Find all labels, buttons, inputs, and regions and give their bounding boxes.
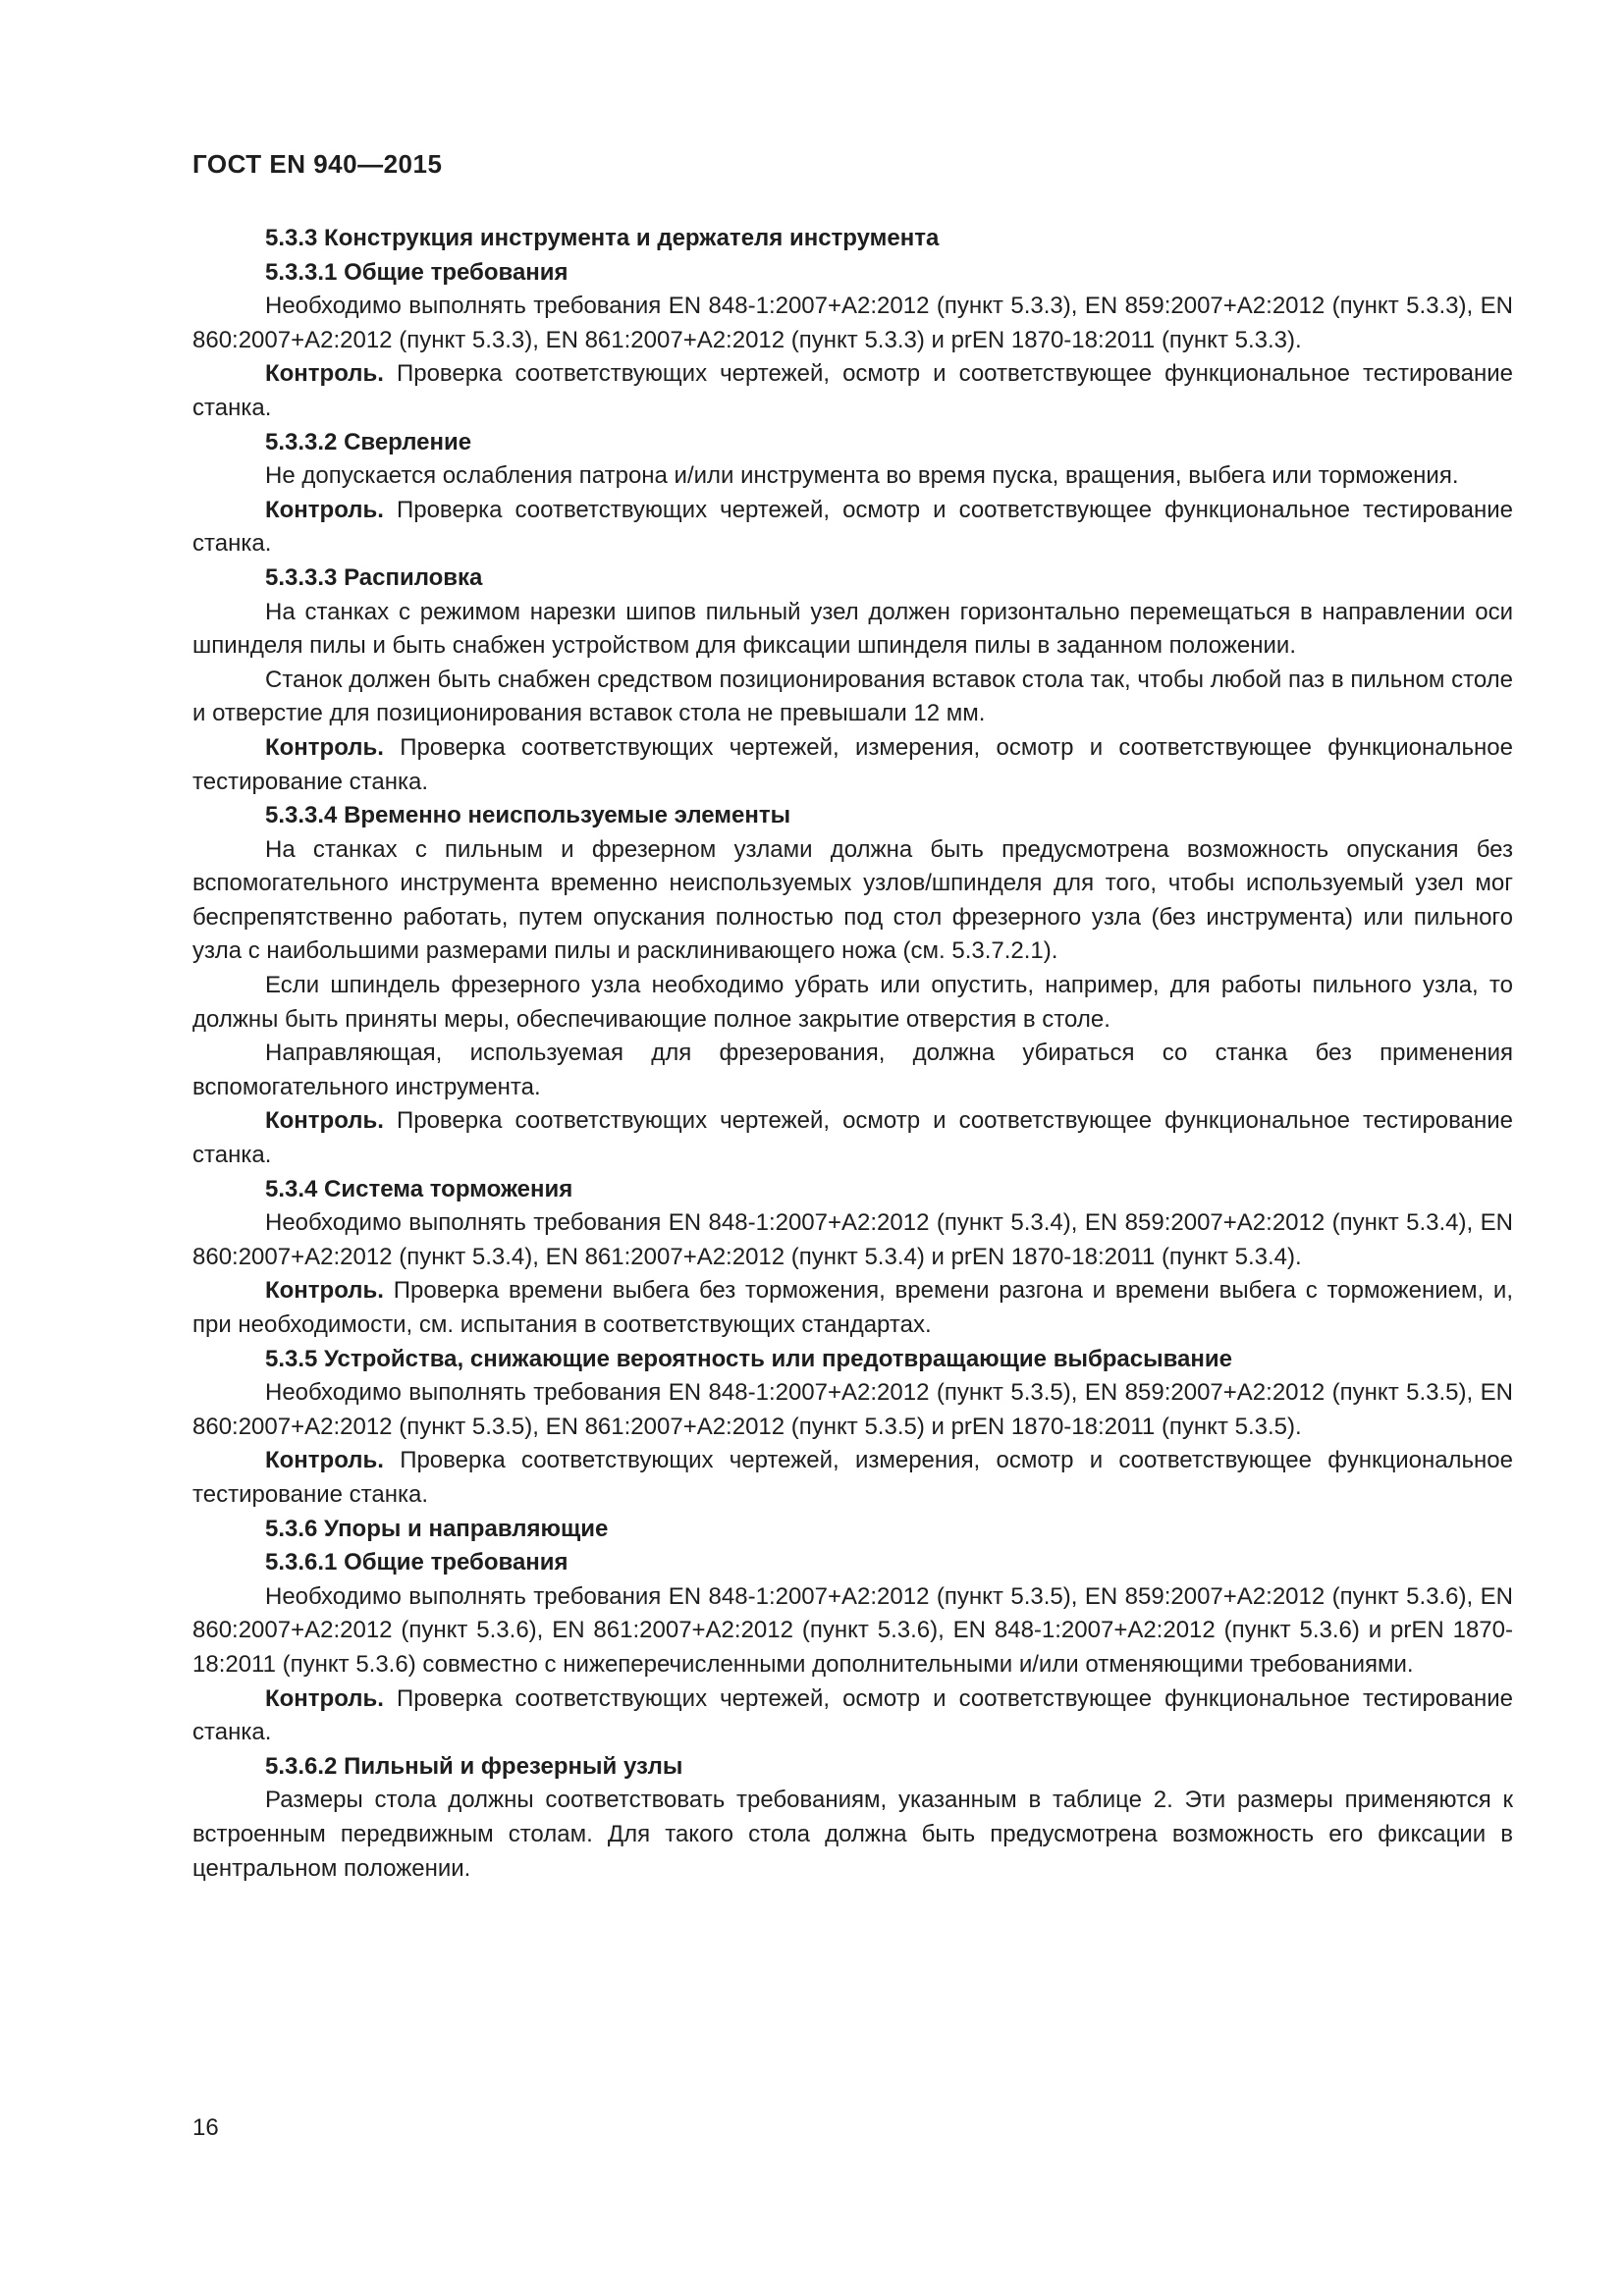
control-paragraph [192,1682,1513,1750]
control-text: Проверка соответствующих чертежей, измерения, осмотр и соответствующее функциональное тестирование станка. [192,1447,1513,1508]
paragraph: Размеры стола должны соответствовать требованиям, указанным в таблице 2. Эти размеры применяются к встроенным передвижным столам. Для такого стола должна быть предусмотрена возможность его фиксации в центральном положении. [192,1787,1513,1882]
control-label: Контроль. [265,1684,384,1712]
section-heading: 5.3.3.1 Общие требования [265,258,568,286]
control-label: Контроль. [265,496,384,523]
section-heading: 5.3.4 Система торможения [265,1175,573,1202]
paragraph: Необходимо выполнять требования EN 848-1:2007+А2:2012 (пункт 5.3.5), EN 859:2007+А2:2012 (пункт 5.3.6), EN 860:2007+А2:2012 (пункт 5.3.6), EN 861:2007+А2:2012 (пункт 5.3.6), EN 848-1:2007+А2:2012 (пункт 5.3.6) и prEN 1870-18:2011 (пункт 5.3.6) совместно с нижеперечисленными дополнительными и/или отменяющими требованиями. [192,1582,1513,1678]
control-text: Проверка времени выбега без торможения, времени разгона и времени выбега с торможением, и, при необходимости, см. испытания в соответствующих стандартах. [192,1277,1513,1338]
control-paragraph [192,1274,1513,1342]
paragraph: Необходимо выполнять требования EN 848-1:2007+А2:2012 (пункт 5.3.4), EN 859:2007+А2:2012 (пункт 5.3.4), EN 860:2007+А2:2012 (пункт 5.3.4), EN 861:2007+А2:2012 (пункт 5.3.4) и prEN 1870-18:2011 (пункт 5.3.4). [192,1209,1513,1270]
control-text: Проверка соответствующих чертежей, осмотр и соответствующее функциональное тестирование станка. [192,1684,1513,1746]
section-heading: 5.3.6 Упоры и направляющие [265,1515,609,1542]
paragraph: На станках с режимом нарезки шипов пильный узел должен горизонтально перемещаться в направлении оси шпинделя пилы и быть снабжен устройством для фиксации шпинделя пилы в заданном положении. [192,598,1513,660]
paragraph: Станок должен быть снабжен средством позиционирования вставок стола так, чтобы любой паз в пильном столе и отверстие для позиционирования вставок стола не превышали 12 мм. [192,666,1513,727]
control-label: Контроль. [265,1447,384,1474]
paragraph: Не допускается ослабления патрона и/или инструмента во время пуска, вращения, выбега или торможения. [265,462,1459,490]
control-label: Контроль. [265,1277,384,1305]
control-text: Проверка соответствующих чертежей, осмотр и соответствующее функциональное тестирование станка. [192,1107,1513,1169]
control-text: Проверка соответствующих чертежей, измерения, осмотр и соответствующее функциональное тестирование станка. [192,733,1513,795]
document-body [192,222,1513,1886]
section-heading: 5.3.6.1 Общие требования [265,1549,568,1576]
control-text: Проверка соответствующих чертежей, осмотр и соответствующее функциональное тестирование станка. [192,360,1513,421]
section-heading: 5.3.3.4 Временно неиспользуемые элементы [265,802,791,829]
control-paragraph [192,357,1513,425]
paragraph: На станках с пильным и фрезерном узлами должна быть предусмотрена возможность опускания без вспомогательного инструмента временно неиспользуемых узлов/шпинделя для того, чтобы используемый узел мог беспрепятственно работать, путем опускания полностью под стол фрезерного узла (без инструмента) или пильного узла с наибольшими размерами пилы и расклинивающего ножа (см. 5.3.7.2.1). [192,835,1513,965]
section-heading: 5.3.3.2 Сверление [265,428,472,455]
control-label: Контроль. [265,733,384,761]
paragraph: Направляющая, используемая для фрезерования, должна убираться со станка без применения вспомогательного инструмента. [192,1040,1513,1100]
document-header: ГОСТ EN 940—2015 [192,149,443,179]
control-text: Проверка соответствующих чертежей, осмотр и соответствующее функциональное тестирование станка. [192,496,1513,558]
control-paragraph [192,1104,1513,1172]
control-label: Контроль. [265,360,384,388]
section-heading: 5.3.5 Устройства, снижающие вероятность или предотвращающие выбрасывание [265,1345,1232,1372]
control-paragraph [192,494,1513,561]
paragraph: Если шпиндель фрезерного узла необходимо убрать или опустить, например, для работы пильного узла, то должны быть приняты меры, обеспечивающие полное закрытие отверстия в столе. [192,972,1513,1033]
section-heading: 5.3.6.2 Пильный и фрезерный узлы [265,1752,683,1780]
control-paragraph [192,1444,1513,1512]
control-label: Контроль. [265,1107,384,1135]
section-heading: 5.3.3 Конструкция инструмента и держателя инструмента [265,225,940,251]
paragraph: Необходимо выполнять требования EN 848-1:2007+А2:2012 (пункт 5.3.3), EN 859:2007+А2:2012 (пункт 5.3.3), EN 860:2007+А2:2012 (пункт 5.3.3), EN 861:2007+А2:2012 (пункт 5.3.3) и prEN 1870-18:2011 (пункт 5.3.3). [192,293,1513,353]
section-heading: 5.3.3.3 Распиловка [265,563,483,591]
paragraph: Необходимо выполнять требования EN 848-1:2007+А2:2012 (пункт 5.3.5), EN 859:2007+А2:2012 (пункт 5.3.5), EN 860:2007+А2:2012 (пункт 5.3.5), EN 861:2007+А2:2012 (пункт 5.3.5) и prEN 1870-18:2011 (пункт 5.3.5). [192,1379,1513,1440]
control-paragraph [192,731,1513,799]
page-number: 16 [192,2114,219,2141]
